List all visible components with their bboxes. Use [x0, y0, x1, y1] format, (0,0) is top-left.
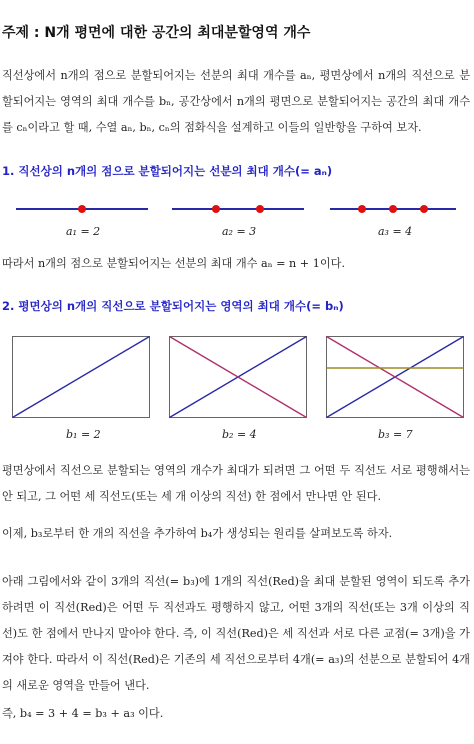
division-point [212, 205, 220, 213]
section2-paragraph-1: 평면상에서 직선으로 분할되는 영역의 개수가 최대가 되려면 그 어떤 두 직선도 서로 평행해서는 안 되고, 그 어떤 세 직선도(또는 세 개 이상의 직선) 한 점에서 만나면 안 된다. [2, 464, 470, 503]
division-point [389, 205, 397, 213]
division-point [358, 205, 366, 213]
label-b3: b₃ = 7 [378, 428, 413, 441]
plane-diagram-3 [326, 336, 464, 418]
section2-heading: 2. 평면상의 n개의 직선으로 분할되어지는 영역의 최대 개수(= bₙ) [2, 299, 344, 313]
segment-diagram-3 [330, 200, 456, 220]
label-b1: b₁ = 2 [66, 428, 101, 441]
section1-heading: 1. 직선상의 n개의 점으로 분할되어지는 선분의 최대 개수(= aₙ) [2, 164, 333, 178]
segment-diagram-2 [172, 200, 304, 220]
division-point [420, 205, 428, 213]
division-point [256, 205, 264, 213]
label-a1: a₁ = 2 [66, 225, 101, 238]
division-point [78, 205, 86, 213]
segment-diagram-1 [16, 200, 148, 220]
intro-paragraph: 직선상에서 n개의 점으로 분할되어지는 선분의 최대 개수를 aₙ, 평면상에서 n개의 직선으로 분할되어지는 영역의 최대 개수를 bₙ, 공간상에서 n개의 평면으로 분할되어지는 공간의 최대 개수를 cₙ이라고 할 때, 수열 aₙ, bₙ, cₙ의 점화식을 설계하고 이들의 일반항을 구하여 보자. [2, 69, 470, 134]
section2-paragraph-2: 이제, b₃로부터 한 개의 직선을 추가하여 b₄가 생성되는 원리를 살펴보도록 하자. [2, 527, 393, 540]
label-b2: b₂ = 4 [222, 428, 257, 441]
label-a2: a₂ = 3 [222, 225, 257, 238]
section2-paragraph-4: 즉, b₄ = 3 + 4 = b₃ + a₃ 이다. [2, 707, 164, 720]
page-title: 주제 : N개 평면에 대한 공간의 최대분할영역 개수 [2, 25, 311, 41]
label-a3: a₃ = 4 [378, 225, 413, 238]
section1-conclusion: 따라서 n개의 점으로 분할되어지는 선분의 최대 개수 aₙ = n + 1이다. [2, 257, 346, 270]
section2-paragraph-3: 아래 그림에서와 같이 3개의 직선(= b₃)에 1개의 직선(Red)을 최대 분할된 영역이 되도록 추가하려면 이 직선(Red)은 어떤 두 직선과도 평행하지 않고, 어떤 3개의 직선(또는 3개 이상의 직선)도 한 점에서 만나지 말아야 한다. 즉, 이 직선(Red)은 세 직선과 서로 다른 교점(= 3개)을 가져야 한다. 따라서 이 직선(Red)은 기존의 세 직선으로부터 4개(= a₃)의 선분으로 분할되어 4개의 새로운 영역을 만들어 낸다. [2, 575, 470, 692]
plane-diagram-2 [169, 336, 307, 418]
plane-diagram-1 [12, 336, 150, 418]
